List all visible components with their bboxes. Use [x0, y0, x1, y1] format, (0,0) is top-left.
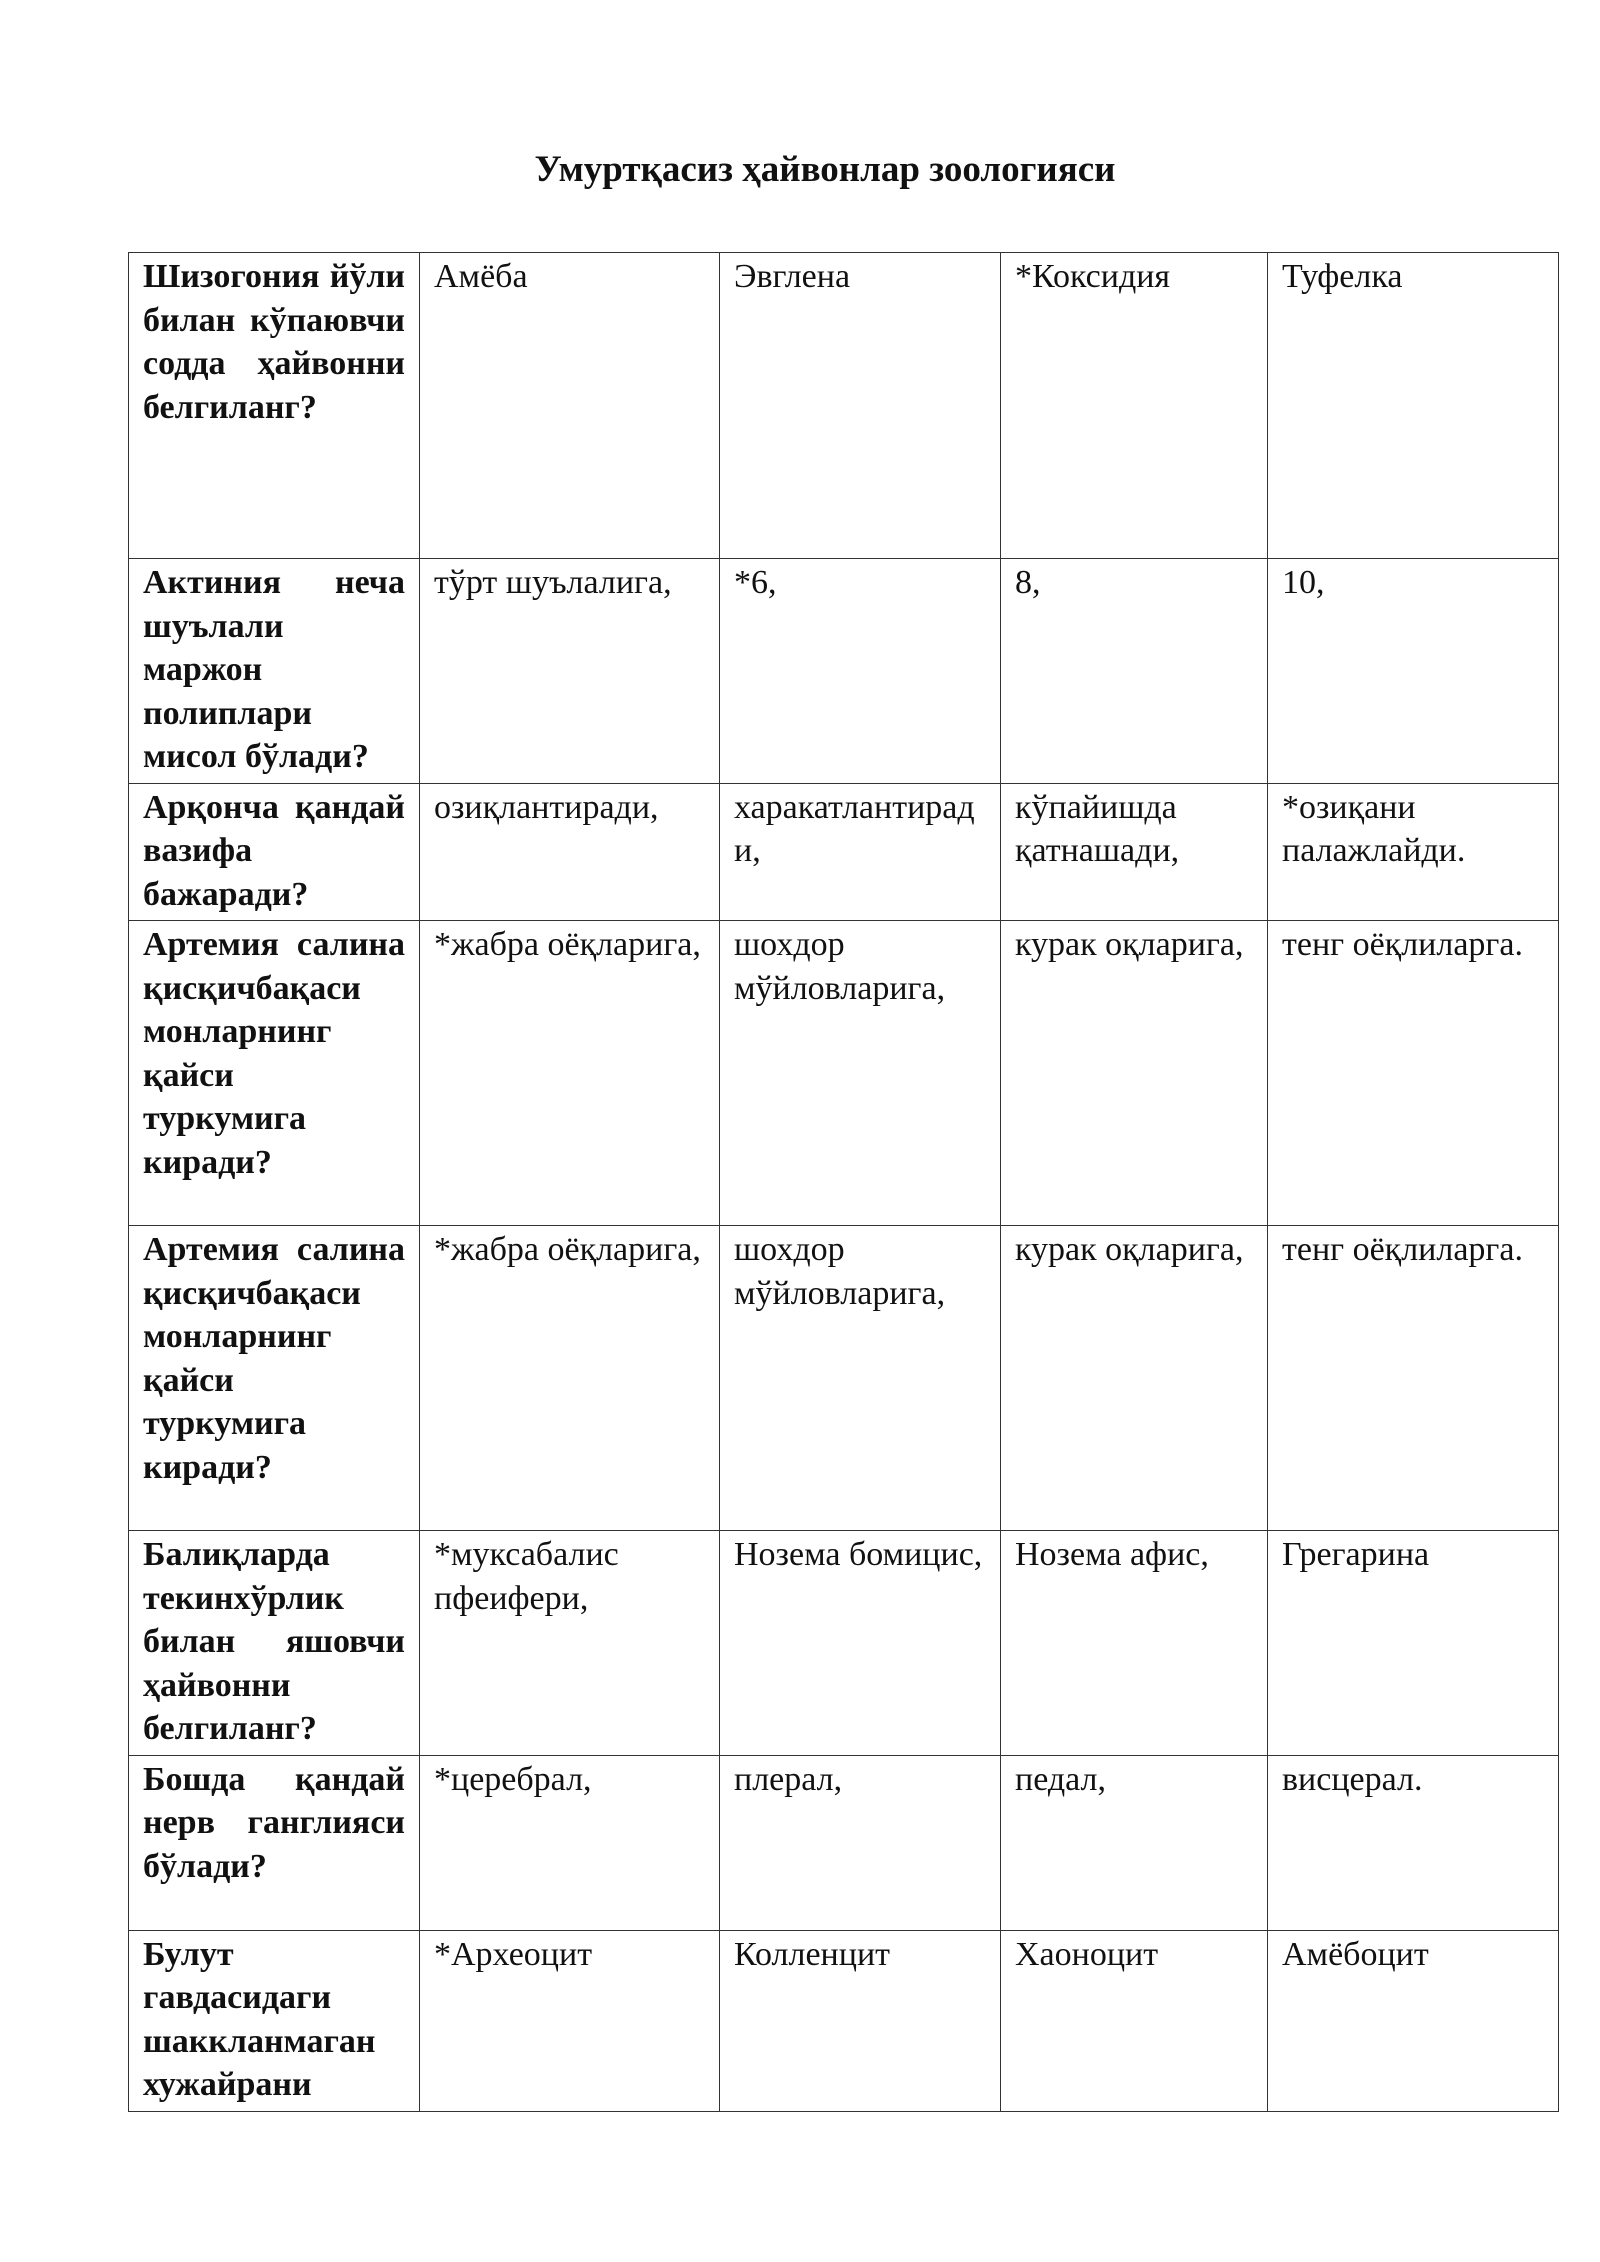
option-cell: 10,	[1268, 559, 1559, 784]
table-row	[129, 1531, 1559, 1756]
option-cell: Амёбоцит	[1268, 1930, 1559, 2111]
table-row	[129, 253, 1559, 559]
option-cell: тенг оёқлиларга.	[1268, 921, 1559, 1226]
question-cell: Актиния неча шуълали маржон полиплари мисол бўлади?	[129, 559, 420, 784]
question-cell: Шизогония йўли билан кўпаювчи содда ҳайвонни белгиланг?	[129, 253, 420, 559]
question-cell: Бошда қандай нерв ганглияси бўлади?	[129, 1755, 420, 1930]
option-cell: *озиқани палажлайди.	[1268, 783, 1559, 921]
option-cell: Туфелка	[1268, 253, 1559, 559]
option-cell: висцерал.	[1268, 1755, 1559, 1930]
option-cell: Нозема афис,	[1001, 1531, 1268, 1756]
option-cell: *жабра оёқларига,	[420, 1226, 720, 1531]
table-row	[129, 921, 1559, 1226]
option-cell: Грегарина	[1268, 1531, 1559, 1756]
table-row	[129, 1755, 1559, 1930]
option-cell: кўпайишда қатнашади,	[1001, 783, 1268, 921]
option-cell: шохдор мўйловларига,	[720, 1226, 1001, 1531]
option-cell: *6,	[720, 559, 1001, 784]
table-row	[129, 1226, 1559, 1531]
option-cell: тўрт шуълалига,	[420, 559, 720, 784]
option-cell: Хаоноцит	[1001, 1930, 1268, 2111]
quiz-table	[128, 252, 1559, 2112]
option-cell: курак оқларига,	[1001, 921, 1268, 1226]
option-cell: шохдор мўйловларига,	[720, 921, 1001, 1226]
option-cell: Эвглена	[720, 253, 1001, 559]
option-cell: *Археоцит	[420, 1930, 720, 2111]
question-cell: Артемия салина қисқичбақаси монларнинг қайси туркумига киради?	[129, 1226, 420, 1531]
option-cell: озиқлантиради,	[420, 783, 720, 921]
option-cell: Амёба	[420, 253, 720, 559]
page-title: Умуртқасиз ҳайвонлар зоологияси	[534, 149, 1116, 190]
option-cell: *Коксидия	[1001, 253, 1268, 559]
option-cell: плерал,	[720, 1755, 1001, 1930]
option-cell: *церебрал,	[420, 1755, 720, 1930]
option-cell: курак оқларига,	[1001, 1226, 1268, 1531]
option-cell: Колленцит	[720, 1930, 1001, 2111]
option-cell: харакатлантиради,	[720, 783, 1001, 921]
option-cell: 8,	[1001, 559, 1268, 784]
option-cell: тенг оёқлиларга.	[1268, 1226, 1559, 1531]
question-cell: Артемия салина қисқичбақаси монларнинг қайси туркумига киради?	[129, 921, 420, 1226]
question-cell: Булут гавдасидаги шаккланмаган хужайрани	[129, 1930, 420, 2111]
table-row	[129, 783, 1559, 921]
table-row	[129, 559, 1559, 784]
question-cell: Балиқларда текинхўрлик билан яшовчи ҳайвонни белгиланг?	[129, 1531, 420, 1756]
option-cell: Нозема бомицис,	[720, 1531, 1001, 1756]
option-cell: *муксабалис пфеифери,	[420, 1531, 720, 1756]
table-row	[129, 1930, 1559, 2111]
question-cell: Арқонча қандай вазифа бажаради?	[129, 783, 420, 921]
option-cell: педал,	[1001, 1755, 1268, 1930]
option-cell: *жабра оёқларига,	[420, 921, 720, 1226]
